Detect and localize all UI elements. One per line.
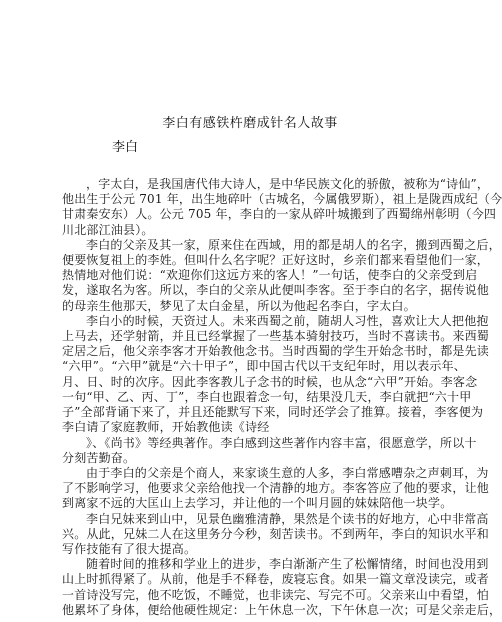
text-line: 李白小的时候，天资过人。未来西蜀之前，随胡人习性，喜欢让大人把他抱 [86, 313, 489, 328]
text-line: 他累坏了身体，便给他硬性规定：上午休息一次，下午休息一次；可是父亲走后， [62, 602, 502, 617]
text-line: 川北部江油县）。 [62, 222, 154, 237]
text-line: 李白兄妹来到山中，见景色幽雅清静，果然是个读书的好地方，心中非常高 [86, 511, 489, 526]
text-line: 随着时间的推移和学业上的进步，李白渐渐产生了松懈情绪，时间也没用到 [86, 557, 489, 572]
text-line: 热情地对他们说：“欢迎你们这远方来的客人！”一句话，使李白的父亲受到启 [62, 268, 478, 283]
text-line: 甘肃秦安东）人。公元 705 年，李白的一家从碎叶城搬到了西蜀绵州彰明（今四 [62, 207, 497, 222]
text-line: 分刻苦勤奋。 [62, 450, 136, 465]
paragraph-family-name [62, 237, 501, 314]
text-line: 兴。从此，兄妹二人在这里务分今秒，刻苦读书。不到两年，李白的知识水平和 [62, 526, 490, 541]
text-line: 定居之后，他父亲李客才开始教他念书。当时西蜀的学生开始念书时，都是先读 [62, 344, 490, 359]
text-line: 由于李白的父亲是个商人，来家谈生意的人多，李白常感嘈杂之声刺耳，为 [86, 465, 489, 480]
text-line: “六甲”。“六甲”就是“六十甲子”，即中国古代以干支纪年时，用以表示年、 [62, 359, 467, 374]
text-line: ，字太白，是我国唐代伟大诗人，是中华民族文化的骄傲，被称为“诗仙”， [86, 177, 490, 191]
author-name: 李白 [112, 140, 139, 155]
text-line: 上马去，还学射箭，并且已经掌握了一些基本骑射技巧，当时不喜读书。来西蜀 [62, 329, 490, 344]
text-line: 一首诗没写完，他不吃饭，不睡觉，也非读完、写完不可。父亲来山中看望，怕 [62, 587, 490, 602]
paragraph-quiet-place [62, 465, 490, 512]
text-line: 便要恢复祖上的李姓。但叫什么名字呢？正好这时，乡亲们都来看望他们一家， [62, 253, 490, 268]
text-line: 到离家不远的大匡山上去学习，并让他的一个叫月圆的妹妹陪他一块学。 [62, 496, 453, 511]
paragraph-childhood [62, 313, 490, 436]
text-line: 山上时抓得紧了。从前，他是手不释卷，废寝忘食。如果一篇文章没读完，或者 [62, 572, 490, 587]
text-line: 写作技能有了很大提高。 [62, 541, 197, 556]
paragraph-classics [62, 435, 477, 466]
paragraph-mountain-study [62, 511, 490, 558]
text-line: 了不影响学习，他要求父亲给他找一个清静的地方。李客答应了他的要求，让他 [62, 481, 490, 496]
text-line: 发，遂取名为客。所以，李白的父亲从此便叫李客。至于李白的名字，据传说他 [62, 283, 490, 298]
paragraph-slackening [62, 557, 502, 618]
text-line: 他出生于公元 701 年，出生地碎叶（古城名，今属俄罗斯），祖上是陇西成纪（今 [62, 192, 502, 207]
text-line: 》、《尚书》等经典著作。李白感到这些著作内容丰富，很愿意学，所以十 [86, 435, 477, 450]
text-line: 李白请了家庭教师，开始教他读《诗经 [62, 420, 270, 435]
text-line: 一句“甲、乙、丙、丁”，李白也跟着念一句，结果没几天，李白就把“六十甲 [62, 389, 472, 404]
text-line: 的母亲生他那天，梦见了太白金星，所以为他起名李白，字太白。 [62, 298, 416, 313]
text-line: 李白的父亲及其一家，原来住在西域，用的都是胡人的名字，搬到西蜀之后， [86, 237, 501, 252]
text-line: 月、日、时的次序。因此李客教儿子念书的时候，也从念“六甲”开始。李客念 [62, 374, 478, 389]
text-line: 子”全部背诵下来了，并且还能默写下来，同时还学会了推算。接着，李客便为 [62, 405, 484, 420]
document-title: 李白有感铁杵磨成针名人故事 [162, 116, 338, 131]
paragraph-intro [62, 177, 502, 238]
